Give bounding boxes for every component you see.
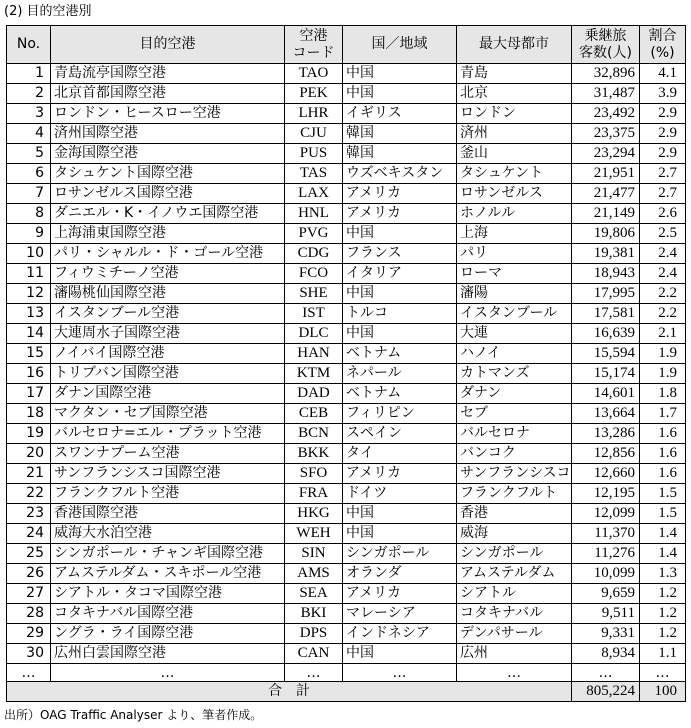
- cell-airport: タシュケント国際空港: [51, 164, 285, 184]
- cell-airport: イスタンブール空港: [51, 304, 285, 324]
- airport-table: [6, 25, 686, 702]
- total-passengers: 805,224: [572, 682, 640, 702]
- table-row: [7, 444, 686, 464]
- cell-city: イスタンブール: [457, 304, 572, 324]
- cell-country: 中国: [343, 64, 457, 84]
- cell-airport: 済州国際空港: [51, 124, 285, 144]
- cell-share: 1.9: [640, 344, 686, 364]
- cell-passengers: 17,581: [572, 304, 640, 324]
- table-row: [7, 624, 686, 644]
- table-row: [7, 124, 686, 144]
- cell-city: アムステルダム: [457, 564, 572, 584]
- cell-airport: 威海大水泊空港: [51, 524, 285, 544]
- cell-country: アメリカ: [343, 184, 457, 204]
- cell-no: 14: [7, 324, 51, 344]
- cell-no: 26: [7, 564, 51, 584]
- cell-airport: 大連周水子国際空港: [51, 324, 285, 344]
- table-caption: (2) 目的空港別: [4, 4, 92, 19]
- cell-city: デンパサール: [457, 624, 572, 644]
- cell-share: 1.2: [640, 584, 686, 604]
- cell-code: PVG: [285, 224, 343, 244]
- cell-passengers: 21,477: [572, 184, 640, 204]
- cell-city: シアトル: [457, 584, 572, 604]
- cell-code: WEH: [285, 524, 343, 544]
- cell-city: 釜山: [457, 144, 572, 164]
- cell-code: DPS: [285, 624, 343, 644]
- cell-passengers: 23,294: [572, 144, 640, 164]
- cell-no: 21: [7, 464, 51, 484]
- total-share: 100: [640, 682, 686, 702]
- cell-country: 中国: [343, 84, 457, 104]
- cell-no: 29: [7, 624, 51, 644]
- cell-passengers: 14,601: [572, 384, 640, 404]
- cell-code: BKI: [285, 604, 343, 624]
- cell-share: 1.2: [640, 604, 686, 624]
- cell-country: アメリカ: [343, 464, 457, 484]
- cell-no: 19: [7, 424, 51, 444]
- cell-city: コタキナバル: [457, 604, 572, 624]
- cell-share: 3.9: [640, 84, 686, 104]
- cell-airport: サンフランシスコ国際空港: [51, 464, 285, 484]
- cell-no: 20: [7, 444, 51, 464]
- cell-share: 1.8: [640, 384, 686, 404]
- cell-share: 2.7: [640, 164, 686, 184]
- cell-city: 瀋陽: [457, 284, 572, 304]
- cell-no: 27: [7, 584, 51, 604]
- header-row: [7, 26, 686, 64]
- cell-country: 中国: [343, 524, 457, 544]
- cell-no: 15: [7, 344, 51, 364]
- cell-passengers: 15,594: [572, 344, 640, 364]
- cell-passengers: 32,896: [572, 64, 640, 84]
- table-row: [7, 364, 686, 384]
- cell-no: 24: [7, 524, 51, 544]
- cell-no: 22: [7, 484, 51, 504]
- cell-passengers: 16,639: [572, 324, 640, 344]
- cell-share: 1.6: [640, 444, 686, 464]
- table-row: [7, 524, 686, 544]
- header-passengers-line1: 乗継旅: [584, 27, 627, 44]
- table-row: [7, 344, 686, 364]
- cell-code: TAS: [285, 164, 343, 184]
- cell-passengers: 13,664: [572, 404, 640, 424]
- table-row: [7, 184, 686, 204]
- cell-no: 25: [7, 544, 51, 564]
- table-row: [7, 644, 686, 664]
- cell-airport: 香港国際空港: [51, 504, 285, 524]
- header-city: 最大母都市: [457, 26, 572, 64]
- header-country: 国／地域: [343, 26, 457, 64]
- cell-no: 17: [7, 384, 51, 404]
- cell-passengers: 8,934: [572, 644, 640, 664]
- cell-passengers: 17,995: [572, 284, 640, 304]
- table-row: [7, 304, 686, 324]
- table-row: [7, 584, 686, 604]
- cell-no: 9: [7, 224, 51, 244]
- cell-airport: 瀋陽桃仙国際空港: [51, 284, 285, 304]
- cell-country: 中国: [343, 224, 457, 244]
- cell-country: ウズベキスタン: [343, 164, 457, 184]
- cell-country: イギリス: [343, 104, 457, 124]
- cell-passengers: 23,492: [572, 104, 640, 124]
- cell-code: HNL: [285, 204, 343, 224]
- cell-airport: ロサンゼルス国際空港: [51, 184, 285, 204]
- cell-no: 12: [7, 284, 51, 304]
- cell-no: 18: [7, 404, 51, 424]
- cell-city: 威海: [457, 524, 572, 544]
- cell-airport: バルセロナ=エル・プラット空港: [51, 424, 285, 444]
- ellipsis-cell: …: [457, 664, 572, 682]
- cell-code: CAN: [285, 644, 343, 664]
- cell-code: AMS: [285, 564, 343, 584]
- table-row: [7, 464, 686, 484]
- cell-country: マレーシア: [343, 604, 457, 624]
- table-row: [7, 324, 686, 344]
- cell-code: KTM: [285, 364, 343, 384]
- cell-passengers: 11,276: [572, 544, 640, 564]
- cell-code: LHR: [285, 104, 343, 124]
- cell-city: サンフランシスコ: [457, 464, 572, 484]
- ellipsis-cell: …: [285, 664, 343, 682]
- cell-code: IST: [285, 304, 343, 324]
- ellipsis-cell: …: [7, 664, 51, 682]
- ellipsis-cell: …: [343, 664, 457, 682]
- cell-country: ネパール: [343, 364, 457, 384]
- cell-country: ベトナム: [343, 344, 457, 364]
- cell-share: 2.5: [640, 224, 686, 244]
- cell-share: 2.4: [640, 244, 686, 264]
- cell-code: SIN: [285, 544, 343, 564]
- cell-passengers: 31,487: [572, 84, 640, 104]
- cell-country: アメリカ: [343, 584, 457, 604]
- total-row: [7, 682, 686, 702]
- cell-city: ハノイ: [457, 344, 572, 364]
- table-row: [7, 64, 686, 84]
- cell-code: HAN: [285, 344, 343, 364]
- cell-country: 韓国: [343, 144, 457, 164]
- cell-share: 1.6: [640, 464, 686, 484]
- cell-share: 2.6: [640, 204, 686, 224]
- cell-city: ローマ: [457, 264, 572, 284]
- cell-share: 1.3: [640, 564, 686, 584]
- cell-code: HKG: [285, 504, 343, 524]
- cell-country: シンガポール: [343, 544, 457, 564]
- cell-code: CJU: [285, 124, 343, 144]
- cell-code: SFO: [285, 464, 343, 484]
- cell-no: 30: [7, 644, 51, 664]
- cell-no: 3: [7, 104, 51, 124]
- cell-country: フィリピン: [343, 404, 457, 424]
- table-row: [7, 284, 686, 304]
- cell-city: 広州: [457, 644, 572, 664]
- cell-airport: アムステルダム・スキポール空港: [51, 564, 285, 584]
- cell-country: アメリカ: [343, 204, 457, 224]
- cell-code: DLC: [285, 324, 343, 344]
- cell-city: ダナン: [457, 384, 572, 404]
- header-code-line2: コード: [292, 44, 335, 61]
- table-row: [7, 104, 686, 124]
- cell-no: 5: [7, 144, 51, 164]
- table-row: [7, 424, 686, 444]
- cell-no: 10: [7, 244, 51, 264]
- cell-share: 1.9: [640, 364, 686, 384]
- header-share-line1: 割合: [648, 27, 677, 44]
- table-row: [7, 224, 686, 244]
- header-code-line1: 空港: [299, 27, 328, 44]
- cell-airport: ダニエル・K・イノウエ国際空港: [51, 204, 285, 224]
- cell-code: TAO: [285, 64, 343, 84]
- cell-passengers: 12,099: [572, 504, 640, 524]
- cell-share: 2.4: [640, 264, 686, 284]
- cell-share: 2.7: [640, 184, 686, 204]
- cell-share: 2.1: [640, 324, 686, 344]
- cell-airport: 上海浦東国際空港: [51, 224, 285, 244]
- cell-code: FCO: [285, 264, 343, 284]
- ellipsis-cell: …: [572, 664, 640, 682]
- cell-no: 28: [7, 604, 51, 624]
- cell-passengers: 18,943: [572, 264, 640, 284]
- cell-country: ベトナム: [343, 384, 457, 404]
- cell-airport: 青島流亭国際空港: [51, 64, 285, 84]
- ellipsis-cell: …: [640, 664, 686, 682]
- cell-share: 1.5: [640, 484, 686, 504]
- table-row: [7, 484, 686, 504]
- source-note: 出所）OAG Traffic Analyser より、筆者作成。: [4, 708, 263, 722]
- cell-share: 2.9: [640, 144, 686, 164]
- table-row: [7, 404, 686, 424]
- header-passengers: [572, 26, 640, 64]
- cell-passengers: 12,660: [572, 464, 640, 484]
- cell-city: ロサンゼルス: [457, 184, 572, 204]
- cell-share: 1.6: [640, 424, 686, 444]
- table-row: [7, 244, 686, 264]
- cell-share: 1.1: [640, 644, 686, 664]
- cell-city: シンガポール: [457, 544, 572, 564]
- cell-airport: ノイバイ国際空港: [51, 344, 285, 364]
- cell-city: セブ: [457, 404, 572, 424]
- cell-share: 4.1: [640, 64, 686, 84]
- cell-airport: 広州白雲国際空港: [51, 644, 285, 664]
- table-body: [7, 64, 686, 702]
- cell-passengers: 12,195: [572, 484, 640, 504]
- cell-passengers: 12,856: [572, 444, 640, 464]
- cell-no: 2: [7, 84, 51, 104]
- cell-code: BCN: [285, 424, 343, 444]
- cell-city: バンコク: [457, 444, 572, 464]
- cell-airport: シンガポール・チャンギ国際空港: [51, 544, 285, 564]
- cell-passengers: 10,099: [572, 564, 640, 584]
- cell-airport: スワンナプーム空港: [51, 444, 285, 464]
- cell-no: 1: [7, 64, 51, 84]
- table-row: [7, 144, 686, 164]
- cell-country: 韓国: [343, 124, 457, 144]
- cell-country: タイ: [343, 444, 457, 464]
- ellipsis-cell: …: [51, 664, 285, 682]
- cell-airport: ングラ・ライ国際空港: [51, 624, 285, 644]
- header-code: [285, 26, 343, 64]
- cell-no: 13: [7, 304, 51, 324]
- cell-code: BKK: [285, 444, 343, 464]
- cell-city: 青島: [457, 64, 572, 84]
- ellipsis-row: [7, 664, 686, 682]
- cell-code: SEA: [285, 584, 343, 604]
- cell-passengers: 15,174: [572, 364, 640, 384]
- cell-share: 2.9: [640, 104, 686, 124]
- table-row: [7, 384, 686, 404]
- cell-city: 香港: [457, 504, 572, 524]
- cell-share: 2.2: [640, 284, 686, 304]
- cell-city: ロンドン: [457, 104, 572, 124]
- cell-airport: ダナン国際空港: [51, 384, 285, 404]
- cell-code: DAD: [285, 384, 343, 404]
- cell-code: FRA: [285, 484, 343, 504]
- cell-passengers: 13,286: [572, 424, 640, 444]
- cell-airport: コタキナバル国際空港: [51, 604, 285, 624]
- cell-country: 中国: [343, 504, 457, 524]
- cell-city: ホノルル: [457, 204, 572, 224]
- cell-country: インドネシア: [343, 624, 457, 644]
- cell-share: 2.9: [640, 124, 686, 144]
- cell-city: 上海: [457, 224, 572, 244]
- cell-city: バルセロナ: [457, 424, 572, 444]
- cell-airport: 北京首都国際空港: [51, 84, 285, 104]
- cell-airport: パリ・シャルル・ド・ゴール空港: [51, 244, 285, 264]
- cell-airport: マクタン・セブ国際空港: [51, 404, 285, 424]
- cell-airport: フランクフルト空港: [51, 484, 285, 504]
- cell-no: 7: [7, 184, 51, 204]
- cell-city: 大連: [457, 324, 572, 344]
- cell-country: オランダ: [343, 564, 457, 584]
- cell-share: 1.7: [640, 404, 686, 424]
- cell-passengers: 21,951: [572, 164, 640, 184]
- cell-country: ドイツ: [343, 484, 457, 504]
- cell-airport: シアトル・タコマ国際空港: [51, 584, 285, 604]
- cell-share: 1.4: [640, 544, 686, 564]
- cell-country: スペイン: [343, 424, 457, 444]
- cell-passengers: 11,370: [572, 524, 640, 544]
- cell-passengers: 9,511: [572, 604, 640, 624]
- header-share-line2: (%): [650, 44, 675, 61]
- cell-country: トルコ: [343, 304, 457, 324]
- table-row: [7, 204, 686, 224]
- cell-country: フランス: [343, 244, 457, 264]
- cell-passengers: 19,806: [572, 224, 640, 244]
- cell-country: 中国: [343, 324, 457, 344]
- cell-code: CDG: [285, 244, 343, 264]
- cell-code: LAX: [285, 184, 343, 204]
- table-row: [7, 504, 686, 524]
- cell-country: イタリア: [343, 264, 457, 284]
- cell-city: フランクフルト: [457, 484, 572, 504]
- cell-no: 8: [7, 204, 51, 224]
- cell-no: 4: [7, 124, 51, 144]
- cell-no: 11: [7, 264, 51, 284]
- cell-share: 1.5: [640, 504, 686, 524]
- cell-passengers: 9,331: [572, 624, 640, 644]
- cell-airport: 金海国際空港: [51, 144, 285, 164]
- table-row: [7, 564, 686, 584]
- cell-no: 6: [7, 164, 51, 184]
- cell-passengers: 9,659: [572, 584, 640, 604]
- cell-city: パリ: [457, 244, 572, 264]
- cell-country: 中国: [343, 644, 457, 664]
- table-row: [7, 604, 686, 624]
- cell-airport: ロンドン・ヒースロー空港: [51, 104, 285, 124]
- cell-city: 済州: [457, 124, 572, 144]
- cell-code: CEB: [285, 404, 343, 424]
- cell-city: 北京: [457, 84, 572, 104]
- header-airport: 目的空港: [51, 26, 285, 64]
- table-row: [7, 164, 686, 184]
- cell-passengers: 19,381: [572, 244, 640, 264]
- header-share: [640, 26, 686, 64]
- cell-no: 23: [7, 504, 51, 524]
- table-row: [7, 544, 686, 564]
- cell-code: SHE: [285, 284, 343, 304]
- cell-code: PEK: [285, 84, 343, 104]
- header-passengers-line2: 客数(人): [579, 44, 632, 61]
- header-no: No.: [7, 26, 51, 64]
- cell-passengers: 21,149: [572, 204, 640, 224]
- cell-city: タシュケント: [457, 164, 572, 184]
- cell-country: 中国: [343, 284, 457, 304]
- table-row: [7, 264, 686, 284]
- table-row: [7, 84, 686, 104]
- total-label: 合 計: [7, 682, 572, 702]
- cell-city: カトマンズ: [457, 364, 572, 384]
- cell-share: 2.2: [640, 304, 686, 324]
- cell-no: 16: [7, 364, 51, 384]
- cell-passengers: 23,375: [572, 124, 640, 144]
- cell-code: PUS: [285, 144, 343, 164]
- cell-airport: トリブバン国際空港: [51, 364, 285, 384]
- cell-airport: フィウミチーノ空港: [51, 264, 285, 284]
- cell-share: 1.4: [640, 524, 686, 544]
- cell-share: 1.2: [640, 624, 686, 644]
